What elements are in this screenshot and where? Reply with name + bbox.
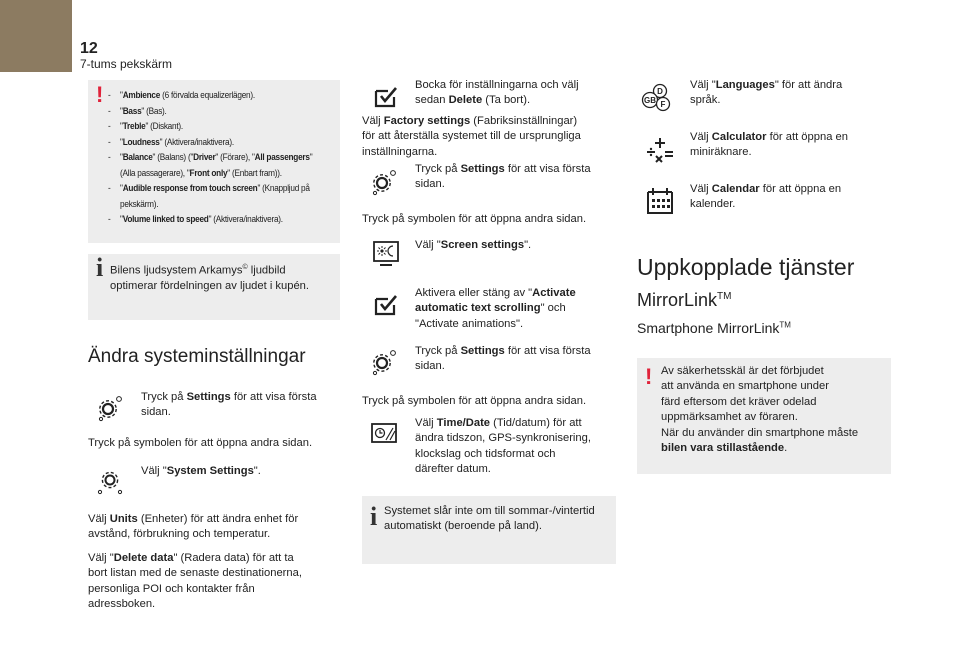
audio-settings-list — [108, 88, 332, 228]
warning-text: Av säkerhetsskäl är det förbjudet att använda en smartphone under färd eftersom det kräver odelad uppmärksamhet av föraren. När du använder din smartphone måste bilen vara stillastående. — [661, 365, 859, 455]
info-box-daylight-saving — [362, 496, 616, 564]
instruction-delete-data: Välj "Delete data" (Radera data) för att ta bort listan med de senaste destinationerna, personliga POI och kontakter från adressboken. — [88, 552, 302, 611]
section-label: 7-tums pekskärm — [80, 57, 173, 71]
list-item: - "Balance" (Balans) ("Driver" (Förare), "All passengers" — [108, 152, 313, 163]
lang-d-label: D — [657, 87, 663, 96]
list-item: - "Ambience (6 förvalda equalizerlägen). — [108, 90, 255, 101]
instruction-calendar: Välj Calendar för att öppna en kalender. — [690, 183, 842, 211]
system-settings-gear-icon — [96, 468, 124, 496]
list-item: - "Bass" (Bas). — [108, 105, 167, 117]
instruction-screen-settings: Välj "Screen settings". — [415, 239, 532, 251]
warning-icon: ! — [96, 82, 104, 107]
checkbox-confirm-icon — [372, 82, 400, 110]
lang-gb-label: GB — [644, 96, 656, 105]
settings-gear-icon — [96, 394, 124, 422]
calculator-icon — [644, 134, 676, 166]
instruction-languages: Välj "Languages" för att ändra språk. — [690, 79, 843, 107]
instruction-calculator: Välj Calculator för att öppna en miniräknare. — [690, 131, 848, 159]
warning-box-audio — [88, 80, 340, 243]
instruction-second-page-1: Tryck på symbolen för att öppna andra sidan. — [88, 437, 313, 449]
info-text: Bilens ljudsystem Arkamys© ljudbild optimerar fördelningen av ljudet i kupén. — [110, 264, 310, 293]
instruction-system-settings: Välj "System Settings". — [141, 465, 261, 477]
info-text: Systemet slår inte om till sommar-/vintertid automatiskt (beroende på land). — [384, 505, 595, 533]
page-number: 12 — [80, 40, 98, 57]
instruction-time-date: Välj Time/Date (Tid/datum) för att ändra tidszon, GPS-synkronisering, klockslag och tidsformat och därefter datum. — [415, 417, 591, 476]
instruction-confirm-delete: Bocka för inställningarna och välj sedan Delete (Ta bort). — [415, 79, 579, 107]
heading-smartphone-mirrorlink: Smartphone MirrorLink™ — [637, 320, 791, 336]
languages-icon — [640, 82, 674, 112]
instruction-second-page-3: Tryck på symbolen för att öppna andra sidan. — [362, 395, 587, 407]
screen-brightness-icon — [372, 240, 400, 268]
list-item: - "Treble" (Diskant). — [108, 121, 183, 132]
time-date-icon — [370, 420, 398, 448]
warning-box-smartphone — [637, 358, 891, 474]
heading-system-settings: Ändra systeminställningar — [88, 346, 306, 367]
instruction-settings-3: Tryck på Settings för att visa första sidan. — [415, 345, 591, 373]
checkbox-confirm-icon — [372, 290, 400, 318]
settings-gear-icon — [370, 348, 398, 376]
heading-connected-services: Uppkopplade tjänster — [637, 254, 855, 280]
info-icon: i — [96, 253, 104, 282]
calendar-icon — [644, 186, 676, 216]
info-box-arkamys — [88, 254, 340, 320]
instruction-settings-2: Tryck på Settings för att visa första sidan. — [415, 163, 591, 191]
list-item: - "Audible response from touch screen" (Knappljud på — [108, 183, 310, 194]
list-item: - "Volume linked to speed" (Aktivera/inaktivera). — [108, 214, 283, 225]
instruction-factory-settings: Välj Factory settings (Fabriksinställningar) för att återställa systemet till de ursprungliga inställningarna. — [362, 115, 581, 158]
warning-icon: ! — [645, 364, 653, 389]
instruction-units: Välj Units (Enheter) för att ändra enhet för avstånd, förbrukning och temperatur. — [88, 513, 299, 541]
instruction-second-page-2: Tryck på symbolen för att öppna andra sidan. — [362, 213, 587, 225]
list-item: - "Loudness" (Aktivera/inaktivera). — [108, 136, 234, 148]
info-icon: i — [370, 502, 378, 531]
lang-f-label: F — [660, 100, 666, 109]
list-item-continued: (Alla passagerare), "Front only" (Enbart fram)). — [120, 167, 282, 179]
page-corner-tab — [0, 0, 72, 72]
list-item-continued: pekskärm). — [120, 198, 159, 210]
instruction-text-scrolling: Aktivera eller stäng av "Activate automatic text scrolling" och "Activate animations". — [415, 287, 576, 330]
heading-mirrorlink: MirrorLink™ — [637, 290, 732, 310]
settings-gear-icon — [370, 168, 398, 196]
instruction-settings-1: Tryck på Settings för att visa första sidan. — [141, 391, 317, 419]
